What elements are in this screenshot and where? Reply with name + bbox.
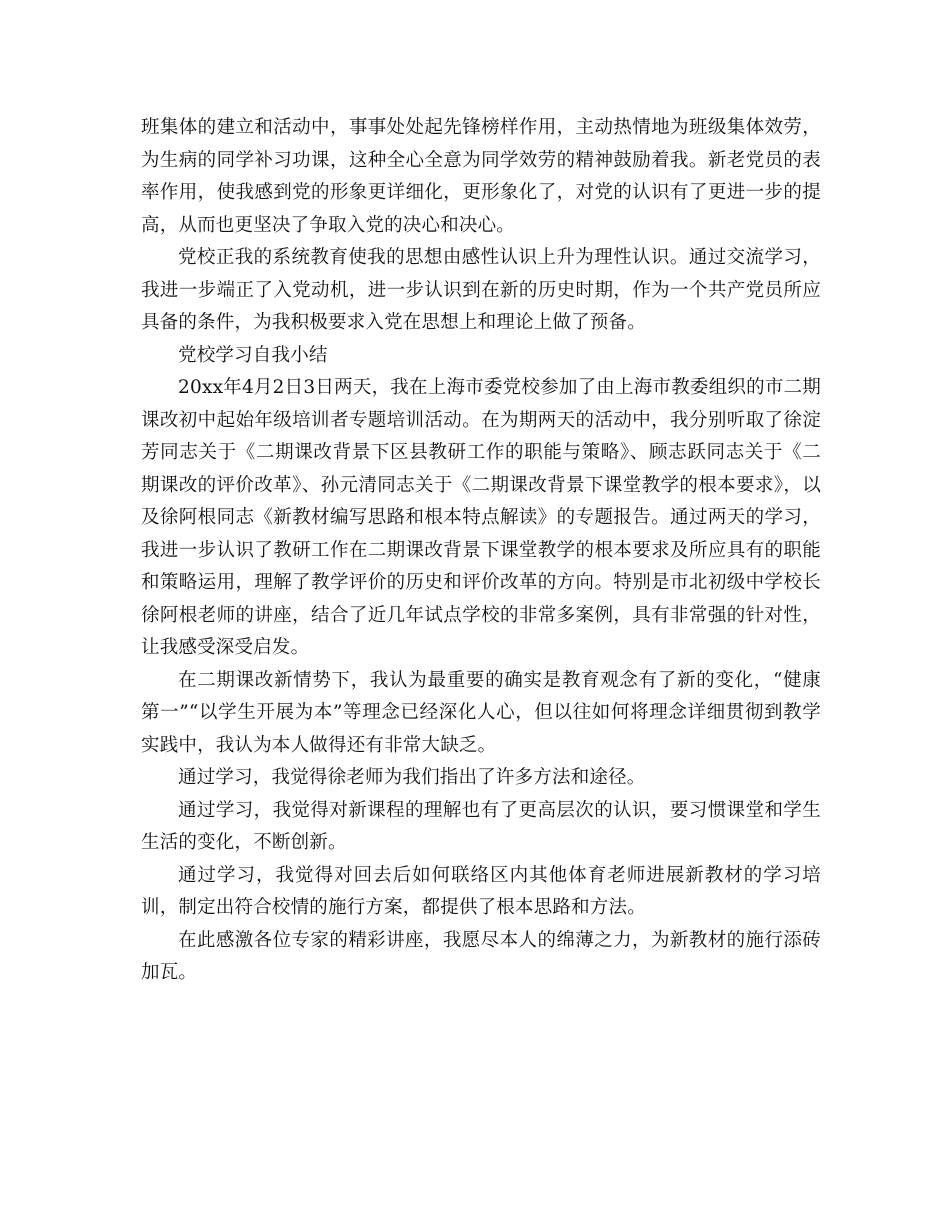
paragraph-1: 班集体的建立和活动中，事事处处起先锋榜样作用，主动热情地为班级集体效劳，为生病的同学补习功课，这种全心全意为同学效劳的精神鼓励着我。新老党员的表率作用，使我感到党的形象更详细化，更形象化了，对党的认识有了更进一步的提高，从而也更坚决了争取入党的决心和决心。: [141, 117, 821, 236]
paragraph-8: 在此感激各位专家的精彩讲座，我愿尽本人的绵薄之力，为新教材的施行添砖加瓦。: [141, 929, 821, 983]
paragraph-6: 通过学习，我觉得对新课程的理解也有了更高层次的认识，要习惯课堂和学生生活的变化，不断创新。: [141, 799, 821, 853]
paragraph-4: 在二期课改新情势下，我认为最重要的确实是教育观念有了新的变化，“健康第一”“以学生开展为本”等理念已经深化人心，但以往如何将理念详细贯彻到教学实践中，我认为本人做得还有非常大缺乏。: [141, 669, 821, 756]
section-heading: 党校学习自我小结: [178, 344, 328, 366]
paragraph-7: 通过学习，我觉得对回去后如何联络区内其他体育老师进展新教材的学习培训，制定出符合校情的施行方案，都提供了根本思路和方法。: [141, 864, 821, 918]
paragraph-3: 20xx年4月2日3日两天，我在上海市委党校参加了由上海市教委组织的市二期课改初中起始年级培训者专题培训活动。在为期两天的活动中，我分别听取了徐淀芳同志关于《二期课改背景下区县教研工作的职能与策略》、顾志跃同志关于《二期课改的评价改革》、孙元清同志关于《二期课改背景下课堂教学的根本要求》，以及徐阿根同志《新教材编写思路和根本特点解读》的专题报告。通过两天的学习，我进一步认识了教研工作在二期课改背景下课堂教学的根本要求及所应具有的职能和策略运用，理解了教学评价的历史和评价改革的方向。特别是市北初级中学校长徐阿根老师的讲座，结合了近几年试点学校的非常多案例，具有非常强的针对性，让我感受深受启发。: [141, 377, 821, 658]
paragraph-2: 党校正我的系统教育使我的思想由感性认识上升为理性认识。通过交流学习，我进一步端正了入党动机，进一步认识到在新的历史时期，作为一个共产党员所应具备的条件，为我积极要求入党在思想上和理论上做了预备。: [141, 247, 821, 333]
document-body: [141, 112, 821, 990]
paragraph-5: 通过学习，我觉得徐老师为我们指出了许多方法和途径。: [178, 767, 646, 788]
